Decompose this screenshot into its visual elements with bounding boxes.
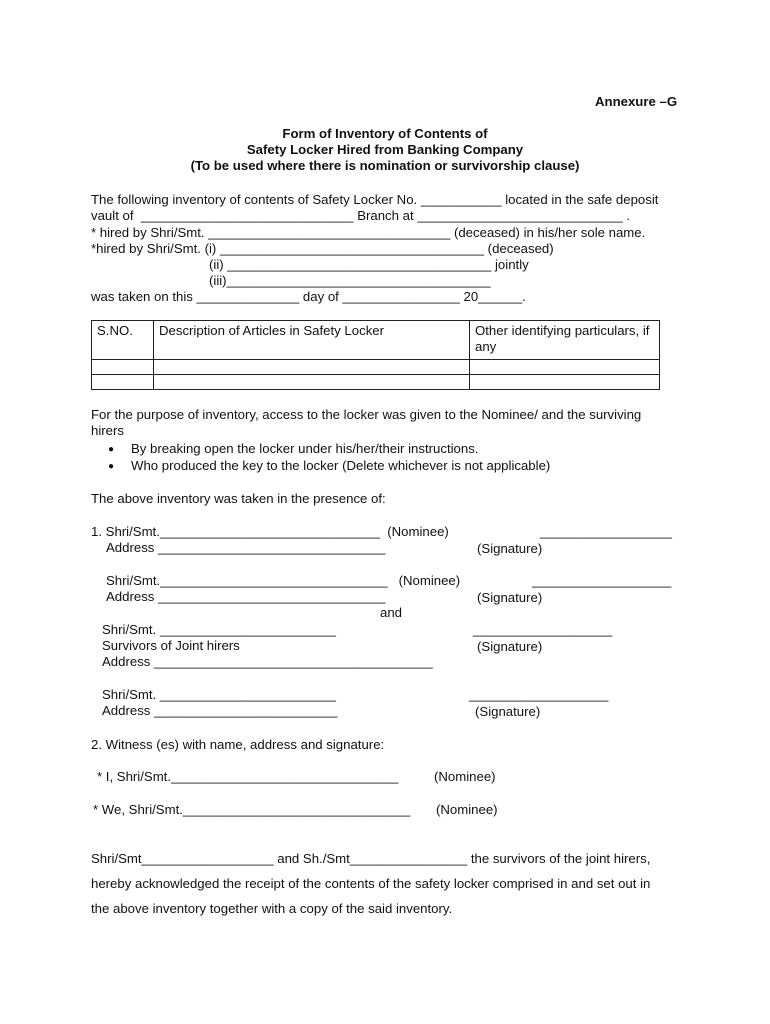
form-title-line2: Safety Locker Hired from Banking Company — [246, 142, 524, 157]
person2-name: Shri/Smt._______________________________ (Nominee) — [106, 573, 461, 588]
purpose-bullet-2: Who produced the key to the locker (Delete whichever is not applicable) — [131, 458, 551, 473]
witness-heading: 2. Witness (es) with name, address and signature: — [91, 737, 385, 752]
table-header-description: Description of Articles in Safety Locker — [154, 321, 470, 360]
intro-line6: (iii)____________________________________ — [209, 273, 491, 288]
witness-1-role: (Nominee) — [434, 769, 496, 784]
person3-signature-line: ___________________ — [473, 622, 613, 637]
table-row — [92, 375, 660, 390]
person1-name: 1. Shri/Smt.______________________________ (Nominee) — [91, 524, 449, 539]
bullet-icon: ● — [108, 444, 115, 455]
person1-signature-label: (Signature) — [477, 541, 543, 556]
person4-name: Shri/Smt. ________________________ — [102, 687, 336, 702]
table-cell[interactable] — [92, 375, 154, 390]
purpose-bullet-1: By breaking open the locker under his/her/their instructions. — [131, 441, 479, 456]
and-label: and — [380, 605, 403, 620]
annexure-label: Annexure –G — [595, 94, 678, 109]
table-cell[interactable] — [92, 360, 154, 375]
acknowledgement-line3: the above inventory together with a copy of the said inventory. — [91, 901, 453, 916]
table-cell[interactable] — [470, 360, 660, 375]
witness-1-name: * I, Shri/Smt._______________________________ — [97, 769, 399, 784]
intro-line2: vault of _____________________________ Branch at ____________________________ . — [91, 208, 631, 223]
witness-2-role: (Nominee) — [436, 802, 498, 817]
person1-address: Address _______________________________ — [106, 540, 386, 555]
person2-address: Address _______________________________ — [106, 589, 386, 604]
person4-signature-label: (Signature) — [475, 704, 541, 719]
person3-address: Address ______________________________________ — [102, 654, 433, 669]
acknowledgement-line2: hereby acknowledged the receipt of the contents of the safety locker comprised in and set out in — [91, 876, 651, 891]
intro-line7: was taken on this ______________ day of ________________ 20______. — [91, 289, 526, 304]
intro-line5: (ii) ____________________________________ jointly — [209, 257, 529, 272]
intro-line1: The following inventory of contents of Safety Locker No. ___________ located in the safe deposit — [91, 192, 659, 207]
person2-signature-label: (Signature) — [477, 590, 543, 605]
intro-line3: * hired by Shri/Smt. _________________________________ (deceased) in his/her sole name. — [91, 225, 646, 240]
acknowledgement-line1: Shri/Smt__________________ and Sh./Smt________________ the survivors of the joint hirers, — [91, 851, 651, 866]
person4-signature-line: ___________________ — [469, 687, 609, 702]
form-title-line1: Form of Inventory of Contents of — [282, 126, 488, 141]
table-cell[interactable] — [154, 375, 470, 390]
table-header-sno: S.NO. — [92, 321, 154, 360]
person3-signature-label: (Signature) — [477, 639, 543, 654]
person1-signature-line: __________________ — [540, 524, 673, 539]
table-row — [92, 360, 660, 375]
person2-signature-line: ___________________ — [532, 573, 672, 588]
table-cell[interactable] — [470, 375, 660, 390]
person3-name: Shri/Smt. ________________________ — [102, 622, 336, 637]
form-title-line3: (To be used where there is nomination or survivorship clause) — [190, 158, 580, 173]
witness-2-name: * We, Shri/Smt._______________________________ — [93, 802, 411, 817]
table-header-particulars: Other identifying particulars, if any — [470, 321, 660, 360]
inventory-table — [91, 320, 660, 390]
person3-survivors-label: Survivors of Joint hirers — [102, 638, 240, 653]
purpose-line2: hirers — [91, 423, 124, 438]
table-cell[interactable] — [154, 360, 470, 375]
table-header-row — [92, 321, 660, 360]
presence-heading: The above inventory was taken in the presence of: — [91, 491, 386, 506]
purpose-line1: For the purpose of inventory, access to the locker was given to the Nominee/ and the surviving — [91, 407, 642, 422]
intro-line4: *hired by Shri/Smt. (i) ____________________________________ (deceased) — [91, 241, 554, 256]
person4-address: Address _________________________ — [102, 703, 338, 718]
bullet-icon: ● — [108, 461, 115, 472]
